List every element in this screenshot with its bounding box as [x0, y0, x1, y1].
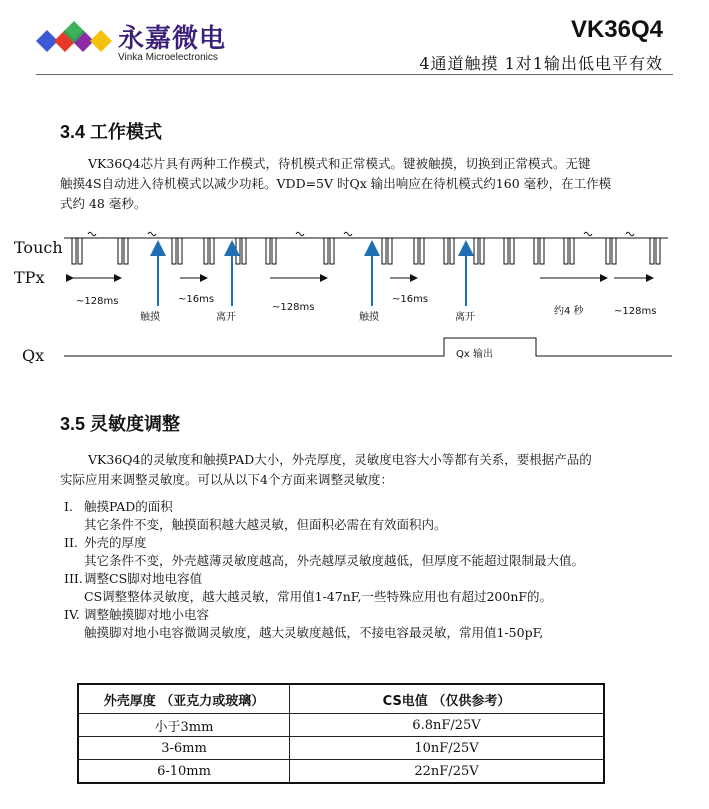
work-mode-paragraph	[60, 154, 660, 214]
signal-label-touch: Touch	[14, 238, 63, 257]
item-number: IV.	[64, 607, 80, 622]
brand-name-en: Vinka Microelectronics	[118, 52, 218, 63]
para-line: 式约 48 毫秒。	[60, 196, 147, 211]
table-cell: 6.8nF/25V	[290, 714, 605, 737]
para-line: VK36Q4芯片具有两种工作模式，待机模式和正常模式。键被触摸，切换到正常模式。无键	[88, 156, 591, 171]
event-label: 触摸	[359, 312, 379, 323]
measure-label: ~16ms	[392, 294, 429, 305]
section-title-work-mode: 3.4 工作模式	[60, 122, 163, 142]
measure-label: 约4 秒	[554, 306, 584, 317]
list-item	[64, 534, 674, 570]
table-cell: 22nF/25V	[290, 760, 605, 784]
measure-label: ~128ms	[76, 296, 119, 307]
qx-output-label: Qx 输出	[456, 349, 493, 360]
table-row	[78, 737, 604, 760]
signal-label-qx: Qx	[22, 346, 45, 365]
table-cell: 小于3mm	[78, 714, 290, 737]
para-line: 实际应用来调整灵敏度。可以从以下4个方面来调整灵敏度：	[60, 472, 393, 487]
header-subtitle: 4通道触摸 1对1输出低电平有效	[419, 54, 663, 73]
para-line: 触摸4S自动进入待机模式以减少功耗。VDD=5V 时Qx 输出响应在待机模式约160 毫秒，在工作模	[60, 176, 612, 191]
logo-diamonds-icon	[34, 20, 114, 62]
model-number: VK36Q4	[570, 16, 663, 43]
item-desc: 其它条件不变，外壳越薄灵敏度越高，外壳越厚灵敏度越低，但厚度不能超过限制最大值。	[84, 553, 585, 568]
list-item	[64, 570, 674, 606]
header-rule	[36, 74, 673, 75]
table-row	[78, 714, 604, 737]
table-cell: 10nF/25V	[290, 737, 605, 760]
qx-waveform	[64, 338, 672, 356]
event-label: 离开	[455, 312, 475, 323]
item-number: I.	[64, 499, 73, 514]
signal-label-tpx: TPx	[14, 268, 45, 287]
measure-label: ~128ms	[272, 302, 315, 313]
table-header-row	[78, 684, 604, 714]
event-label: 离开	[216, 312, 236, 323]
measure-label: ~128ms	[614, 306, 657, 317]
item-title: 调整触摸脚对地小电容	[84, 607, 210, 622]
item-desc: 触摸脚对地小电容微调灵敏度，越大灵敏度越低，不接电容最灵敏，常用值1-50pF,	[84, 625, 544, 640]
item-title: 外壳的厚度	[84, 535, 147, 550]
table-header-cs: CS电值 （仅供参考）	[290, 684, 605, 714]
item-number: II.	[64, 535, 78, 550]
table-row	[78, 760, 604, 784]
table-header-thickness: 外壳厚度 （亚克力或玻璃）	[78, 684, 290, 714]
table-cell: 3-6mm	[78, 737, 290, 760]
section-title-sensitivity: 3.5 灵敏度调整	[60, 414, 181, 434]
brand-logo	[34, 20, 114, 62]
item-title: 调整CS脚对地电容值	[84, 571, 203, 586]
cs-value-table	[77, 683, 605, 784]
list-item	[64, 498, 674, 534]
sensitivity-list	[64, 498, 674, 642]
item-title: 触摸PAD的面积	[84, 499, 173, 514]
item-number: III.	[64, 571, 83, 586]
table-cell: 6-10mm	[78, 760, 290, 784]
brand-name-cn: 永嘉微电	[118, 24, 227, 54]
measure-label: ~16ms	[178, 294, 215, 305]
list-item	[64, 606, 674, 642]
event-label: 触摸	[140, 312, 160, 323]
tpx-pulses	[72, 238, 660, 264]
para-line: VK36Q4的灵敏度和触摸PAD大小，外壳厚度，灵敏度电容大小等都有关系，要根据产品的	[88, 452, 592, 467]
item-desc: 其它条件不变，触摸面积越大越灵敏，但面积必需在有效面积内。	[84, 517, 447, 532]
item-desc: CS调整整体灵敏度，越大越灵敏，常用值1-47nF,一些特殊应用也有超过200nF的。	[84, 589, 553, 604]
break-marks	[88, 232, 634, 235]
sensitivity-paragraph	[60, 450, 660, 490]
